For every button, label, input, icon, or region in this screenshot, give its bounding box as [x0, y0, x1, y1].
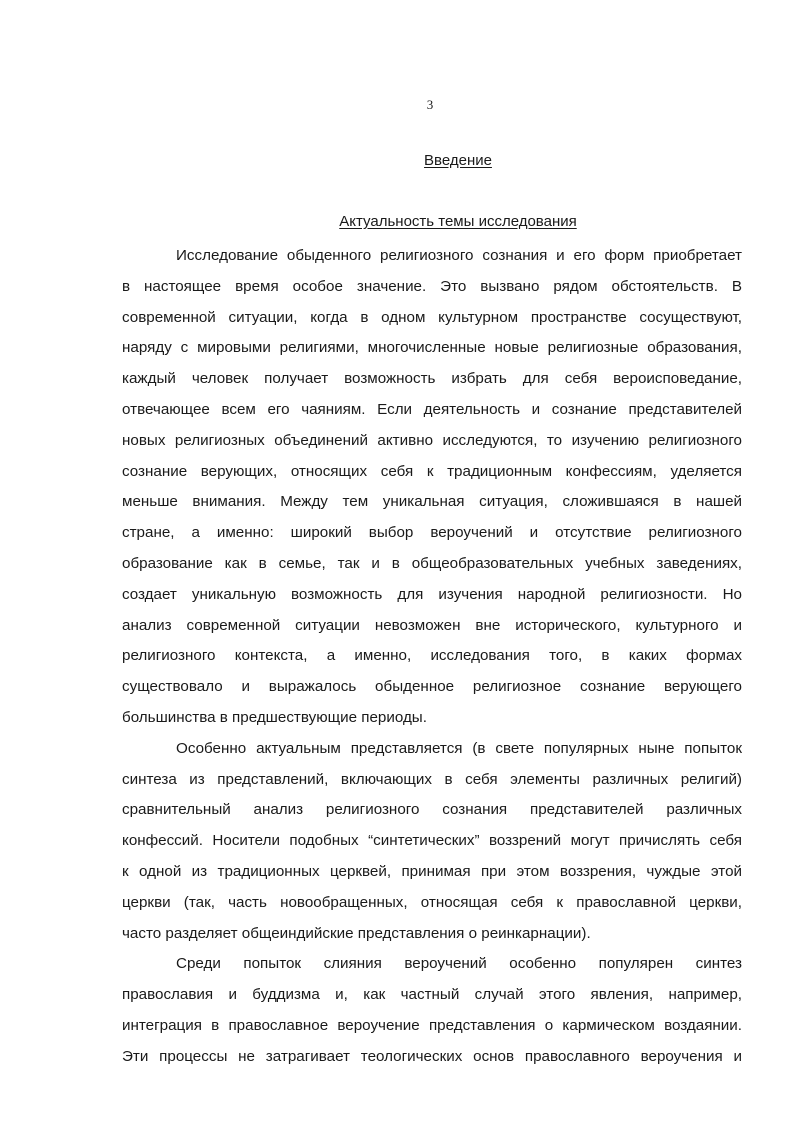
text-line: религиозного контекста, а именно, исследования того, в каких формах — [122, 647, 742, 665]
text-line: большинства в предшествующие периоды. — [122, 708, 427, 726]
body-text — [122, 241, 742, 1073]
text-line: церкви (так, часть новообращенных, относящая себя к православной церкви, — [122, 893, 742, 911]
text-line: православия и буддизма и, как частный случай этого явления, например, — [122, 986, 742, 1004]
text-line: сознание верующих, относящих себя к традиционным конфессиям, уделяется — [122, 462, 742, 480]
text-line: образование как в семье, так и в общеобразовательных учебных заведениях, — [122, 554, 742, 572]
text-line: существовало и выражалось обыденное религиозное сознание верующего — [122, 678, 742, 696]
page-number: 3 — [426, 97, 434, 112]
text-line: современной ситуации, когда в одном культурном пространстве сосуществуют, — [122, 308, 742, 326]
text-line: каждый человек получает возможность избрать для себя вероисповедание, — [122, 370, 742, 388]
text-line: к одной из традиционных церквей, принимая при этом воззрения, чуждые этой — [122, 862, 742, 880]
text-line: создает уникальную возможность для изучения народной религиозности. Но — [122, 585, 742, 603]
text-line: Особенно актуальным представляется (в свете популярных ныне попыток — [176, 739, 742, 757]
text-line: стране, а именно: широкий выбор вероучений и отсутствие религиозного — [122, 524, 742, 542]
text-line: Среди попыток слияния вероучений особенно популярен синтез — [176, 955, 742, 973]
text-line: сравнительный анализ религиозного сознания представителей различных — [122, 801, 742, 819]
text-line: Эти процессы не затрагивает теологических основ православного вероучения и — [122, 1047, 742, 1065]
text-line: в настоящее время особое значение. Это вызвано рядом обстоятельств. В — [122, 277, 742, 295]
text-line: наряду с мировыми религиями, многочисленные новые религиозные образования, — [122, 339, 742, 357]
text-line: Исследование обыденного религиозного сознания и его форм приобретает — [176, 247, 742, 264]
section-heading: Введение — [424, 152, 492, 169]
text-line: интеграция в православное вероучение представления о кармическом воздаянии. — [122, 1016, 742, 1034]
subsection-heading: Актуальность темы исследования — [339, 213, 577, 230]
text-line: синтеза из представлений, включающих в себя элементы различных религий) — [122, 770, 742, 788]
text-line: отвечающее всем его чаяниям. Если деятельность и сознание представителей — [122, 400, 742, 418]
text-line: конфессий. Носители подобных “синтетических” воззрений могут причислять себя — [122, 832, 742, 850]
text-line: меньше внимания. Между тем уникальная ситуация, сложившаяся в нашей — [122, 493, 742, 511]
text-line: часто разделяет общеиндийские представления о реинкарнации). — [122, 924, 591, 942]
text-line: новых религиозных объединений активно исследуются, то изучению религиозного — [122, 431, 742, 449]
text-line: анализ современной ситуации невозможен вне исторического, культурного и — [122, 616, 742, 634]
